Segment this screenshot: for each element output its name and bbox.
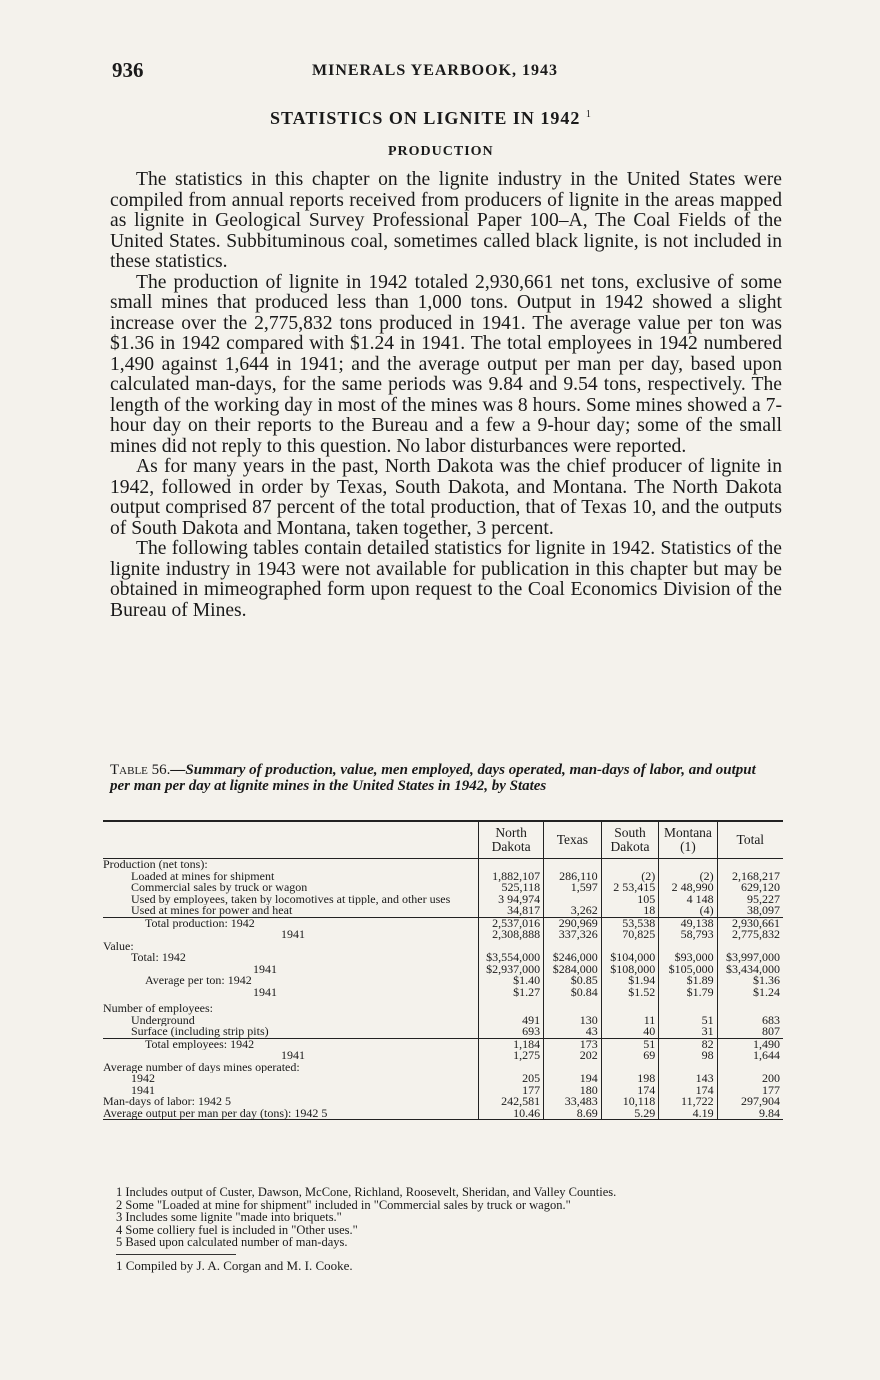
footnote: 4 Some colliery fuel is included in "Other uses." [116, 1222, 358, 1237]
column-header: Montana (1) [659, 821, 717, 859]
row-label: Loaded at mines for shipment [131, 870, 275, 882]
row-label: Number of employees: [103, 1003, 213, 1015]
table-header-row [103, 821, 783, 859]
table-row [103, 1050, 783, 1062]
compiled-by-note: 1 Compiled by J. A. Corgan and M. I. Cooke. [116, 1258, 353, 1273]
table-cell: 9.84 [717, 1108, 783, 1120]
table-cell: $1.40 [479, 975, 544, 987]
row-label: Average number of days mines operated: [103, 1061, 300, 1073]
paragraph: The production of lignite in 1942 totaled 2,930,661 net tons, exclusive of some small mines that produced less than 1,000 tons. Output in 1942 showed a slight increase over the 2,775,832 tons produced in 1941. The average value per ton was $1.36 in 1942 compared with $1.24 in 1941. The total employees in 1942 numbered 1,490 against 1,644 in 1941; and the average output per man per day, based upon calculated man-days, for the same periods was 9.84 and 9.54 tons, respectively. The length of the working day in most of the mines was 8 hours. Some mines showed a 7-hour day on their reports to the Bureau and a few a 9-hour day; some of the small mines did not reply to this question. No labor disturbances were reported. [110, 271, 782, 457]
table-header-blank [103, 821, 479, 859]
table-row [103, 987, 783, 999]
row-label: Value: [103, 940, 134, 952]
table-cell: 33,483 [544, 1096, 602, 1108]
table-cell: 1,597 [544, 882, 602, 894]
table-cell: (2) [601, 871, 659, 883]
table-cell: 11,722 [659, 1096, 717, 1108]
table-cell: 629,120 [717, 882, 783, 894]
row-label: Used by employees, taken by locomotives at tipple, and other uses [131, 893, 451, 905]
table-cell: 174 [601, 1085, 659, 1097]
table-row [103, 859, 783, 871]
table-cell: $1.24 [717, 987, 783, 999]
body-text [110, 170, 782, 621]
table-cell: 2,930,661 [717, 917, 783, 929]
table-cell: $1.79 [659, 987, 717, 999]
paragraph: The statistics in this chapter on the lignite industry in the United States were compiled from annual reports received from producers of lignite in the areas mapped as lignite in Geological Survey Professional Paper 100–A, The Coal Fields of the United States. Subbituminous coal, sometimes called black lignite, is not included in these statistics. [110, 169, 782, 272]
row-label: Surface (including strip pits) [131, 1026, 269, 1038]
table-cell: $284,000 [544, 964, 602, 976]
table-cell: 82 [659, 1038, 717, 1050]
table-cell: 69 [601, 1050, 659, 1062]
table-cell: $104,000 [601, 952, 659, 964]
table-cell: $0.85 [544, 975, 602, 987]
footnote-rule [116, 1254, 236, 1255]
chapter-title [270, 108, 592, 129]
table-row [103, 1003, 783, 1015]
table-cell: $93,000 [659, 952, 717, 964]
table-row [103, 1015, 783, 1027]
table-cell: 43 [544, 1026, 602, 1038]
row-label: Total employees: 1942 [103, 1038, 479, 1050]
table-row [103, 975, 783, 987]
table-cell: 202 [544, 1050, 602, 1062]
table-cell: 34,817 [479, 905, 544, 917]
table-cell: 10.46 [479, 1108, 544, 1120]
table-cell: 180 [544, 1085, 602, 1097]
table-cell: $105,000 [659, 964, 717, 976]
table-cell: 205 [479, 1073, 544, 1085]
table-cell: 198 [601, 1073, 659, 1085]
table-cell: 1,882,107 [479, 871, 544, 883]
table-cell: 337,326 [544, 929, 602, 941]
table-cell: 174 [659, 1085, 717, 1097]
footnote: 2 Some "Loaded at mine for shipment" included in "Commercial sales by truck or wagon." [116, 1197, 571, 1212]
table-row [103, 1062, 783, 1074]
footnote: 5 Based upon calculated number of man-days. [116, 1235, 348, 1249]
table-cell: 58,793 [659, 929, 717, 941]
summary-table-wrap [103, 820, 783, 1120]
table-row [103, 1026, 783, 1038]
row-label: 1941 [131, 1084, 155, 1096]
table-cell: 4 148 [659, 894, 717, 906]
row-label: 1941 [253, 986, 277, 998]
row-label: Commercial sales by truck or wagon [131, 882, 308, 894]
row-label: 1941 [281, 929, 305, 941]
table-cell: 177 [717, 1085, 783, 1097]
table-cell: 1,644 [717, 1050, 783, 1062]
table-cell: 2 48,990 [659, 882, 717, 894]
table-cell: 242,581 [479, 1096, 544, 1108]
table-cell: 177 [479, 1085, 544, 1097]
row-label: Average output per man per day (tons): 1942 5 [103, 1108, 479, 1120]
table-cell: $3,554,000 [479, 952, 544, 964]
table-cell: $1.94 [601, 975, 659, 987]
table-cell: 38,097 [717, 905, 783, 917]
table-cell: $3,434,000 [717, 964, 783, 976]
table-row [103, 882, 783, 894]
page-number: 936 [112, 58, 144, 82]
table-cell: 31 [659, 1026, 717, 1038]
chapter-title-text: STATISTICS ON LIGNITE IN 1942 [270, 108, 581, 128]
row-label: Man-days of labor: 1942 5 [103, 1096, 231, 1108]
table-cell: 98 [659, 1050, 717, 1062]
table-cell: $0.84 [544, 987, 602, 999]
column-header: North Dakota [479, 821, 544, 859]
table-caption-text: —Summary of production, value, men employed, days operated, man-days of labor, and output per man per day at lignite mines in the United States in 1942, by States [110, 762, 756, 794]
table-cell: 130 [544, 1015, 602, 1027]
table-cell: 10,118 [601, 1096, 659, 1108]
table-row [103, 1108, 783, 1120]
table-cell: 5.29 [601, 1108, 659, 1120]
paragraph: As for many years in the past, North Dakota was the chief producer of lignite in 1942, followed in order by Texas, South Dakota, and Montana. The North Dakota output comprised 87 percent of the total production, that of Texas 10, and the outputs of South Dakota and Montana, taken together, 3 percent. [110, 456, 782, 539]
row-label: Total: 1942 [131, 952, 186, 964]
table-row [103, 1096, 783, 1108]
table-cell: 2,168,217 [717, 871, 783, 883]
column-header: South Dakota [601, 821, 659, 859]
chapter-title-footnote-ref: 1 [585, 109, 592, 120]
table-cell: 286,110 [544, 871, 602, 883]
section-title: PRODUCTION [388, 144, 494, 159]
table-cell: $246,000 [544, 952, 602, 964]
table-cell: 2,308,888 [479, 929, 544, 941]
table-cell: $2,937,000 [479, 964, 544, 976]
column-header: Texas [544, 821, 602, 859]
table-cell: 525,118 [479, 882, 544, 894]
table-row [103, 964, 783, 976]
table-cell: 8.69 [544, 1108, 602, 1120]
table-row [103, 894, 783, 906]
table-cell: 1,275 [479, 1050, 544, 1062]
table-cell: (2) [659, 871, 717, 883]
table-cell: 51 [601, 1038, 659, 1050]
table-cell: 2,537,016 [479, 917, 544, 929]
row-label: Production (net tons): [103, 858, 208, 871]
footnote: 3 Includes some lignite "made into briquets." [116, 1210, 342, 1224]
table-cell: 51 [659, 1015, 717, 1027]
table-cell: 491 [479, 1015, 544, 1027]
table-cell: 290,969 [544, 917, 602, 929]
table-cell: 173 [544, 1038, 602, 1050]
table-cell: 70,825 [601, 929, 659, 941]
table-cell: 3 94,974 [479, 894, 544, 906]
table-cell: 693 [479, 1026, 544, 1038]
table-cell: 194 [544, 1073, 602, 1085]
table-cell: 200 [717, 1073, 783, 1085]
table-cell: $1.52 [601, 987, 659, 999]
table-cell: 4.19 [659, 1108, 717, 1120]
table-cell: 18 [601, 905, 659, 917]
row-label: 1941 [253, 963, 277, 975]
table-cell: 105 [601, 894, 659, 906]
table-cell: 11 [601, 1015, 659, 1027]
column-header: Total [717, 821, 783, 859]
table-footnotes [116, 1186, 784, 1249]
paragraph: The following tables contain detailed statistics for lignite in 1942. Statistics of the lignite industry in 1943 were not available for publication in this chapter but may be obtained in mimeographed form upon request to the Coal Economics Division of the Bureau of Mines. [110, 538, 782, 621]
table-caption [110, 762, 778, 794]
table-cell: 297,904 [717, 1096, 783, 1108]
table-cell: 40 [601, 1026, 659, 1038]
table-cell: $108,000 [601, 964, 659, 976]
table-cell: 807 [717, 1026, 783, 1038]
table-row [103, 1073, 783, 1085]
row-label: Used at mines for power and heat [131, 905, 293, 917]
table-cell: 2,775,832 [717, 929, 783, 941]
table-cell: 49,138 [659, 917, 717, 929]
table-cell: 3,262 [544, 905, 602, 917]
row-label: 1941 [281, 1050, 305, 1062]
table-cell: 1,490 [717, 1038, 783, 1050]
table-caption-label: Table 56. [110, 762, 171, 778]
row-label: 1942 [131, 1073, 155, 1085]
footnote: 1 Includes output of Custer, Dawson, McCone, Richland, Roosevelt, Sheridan, and Valley Counties. [116, 1185, 617, 1199]
summary-table [103, 820, 783, 1120]
row-label: Average per ton: 1942 [145, 975, 252, 987]
table-cell: $1.27 [479, 987, 544, 999]
table-cell: 683 [717, 1015, 783, 1027]
table-cell: $1.89 [659, 975, 717, 987]
row-label: Underground [131, 1014, 195, 1026]
running-title: MINERALS YEARBOOK, 1943 [312, 62, 558, 79]
table-row [103, 929, 783, 941]
table-row [103, 1038, 783, 1050]
table-cell: 1,184 [479, 1038, 544, 1050]
table-cell: 2 53,415 [601, 882, 659, 894]
table-cell: $3,997,000 [717, 952, 783, 964]
table-cell: 143 [659, 1073, 717, 1085]
table-cell: $1.36 [717, 975, 783, 987]
table-cell: 53,538 [601, 917, 659, 929]
row-label: Total production: 1942 [103, 917, 479, 929]
table-cell: (4) [659, 905, 717, 917]
table-cell: 95,227 [717, 894, 783, 906]
